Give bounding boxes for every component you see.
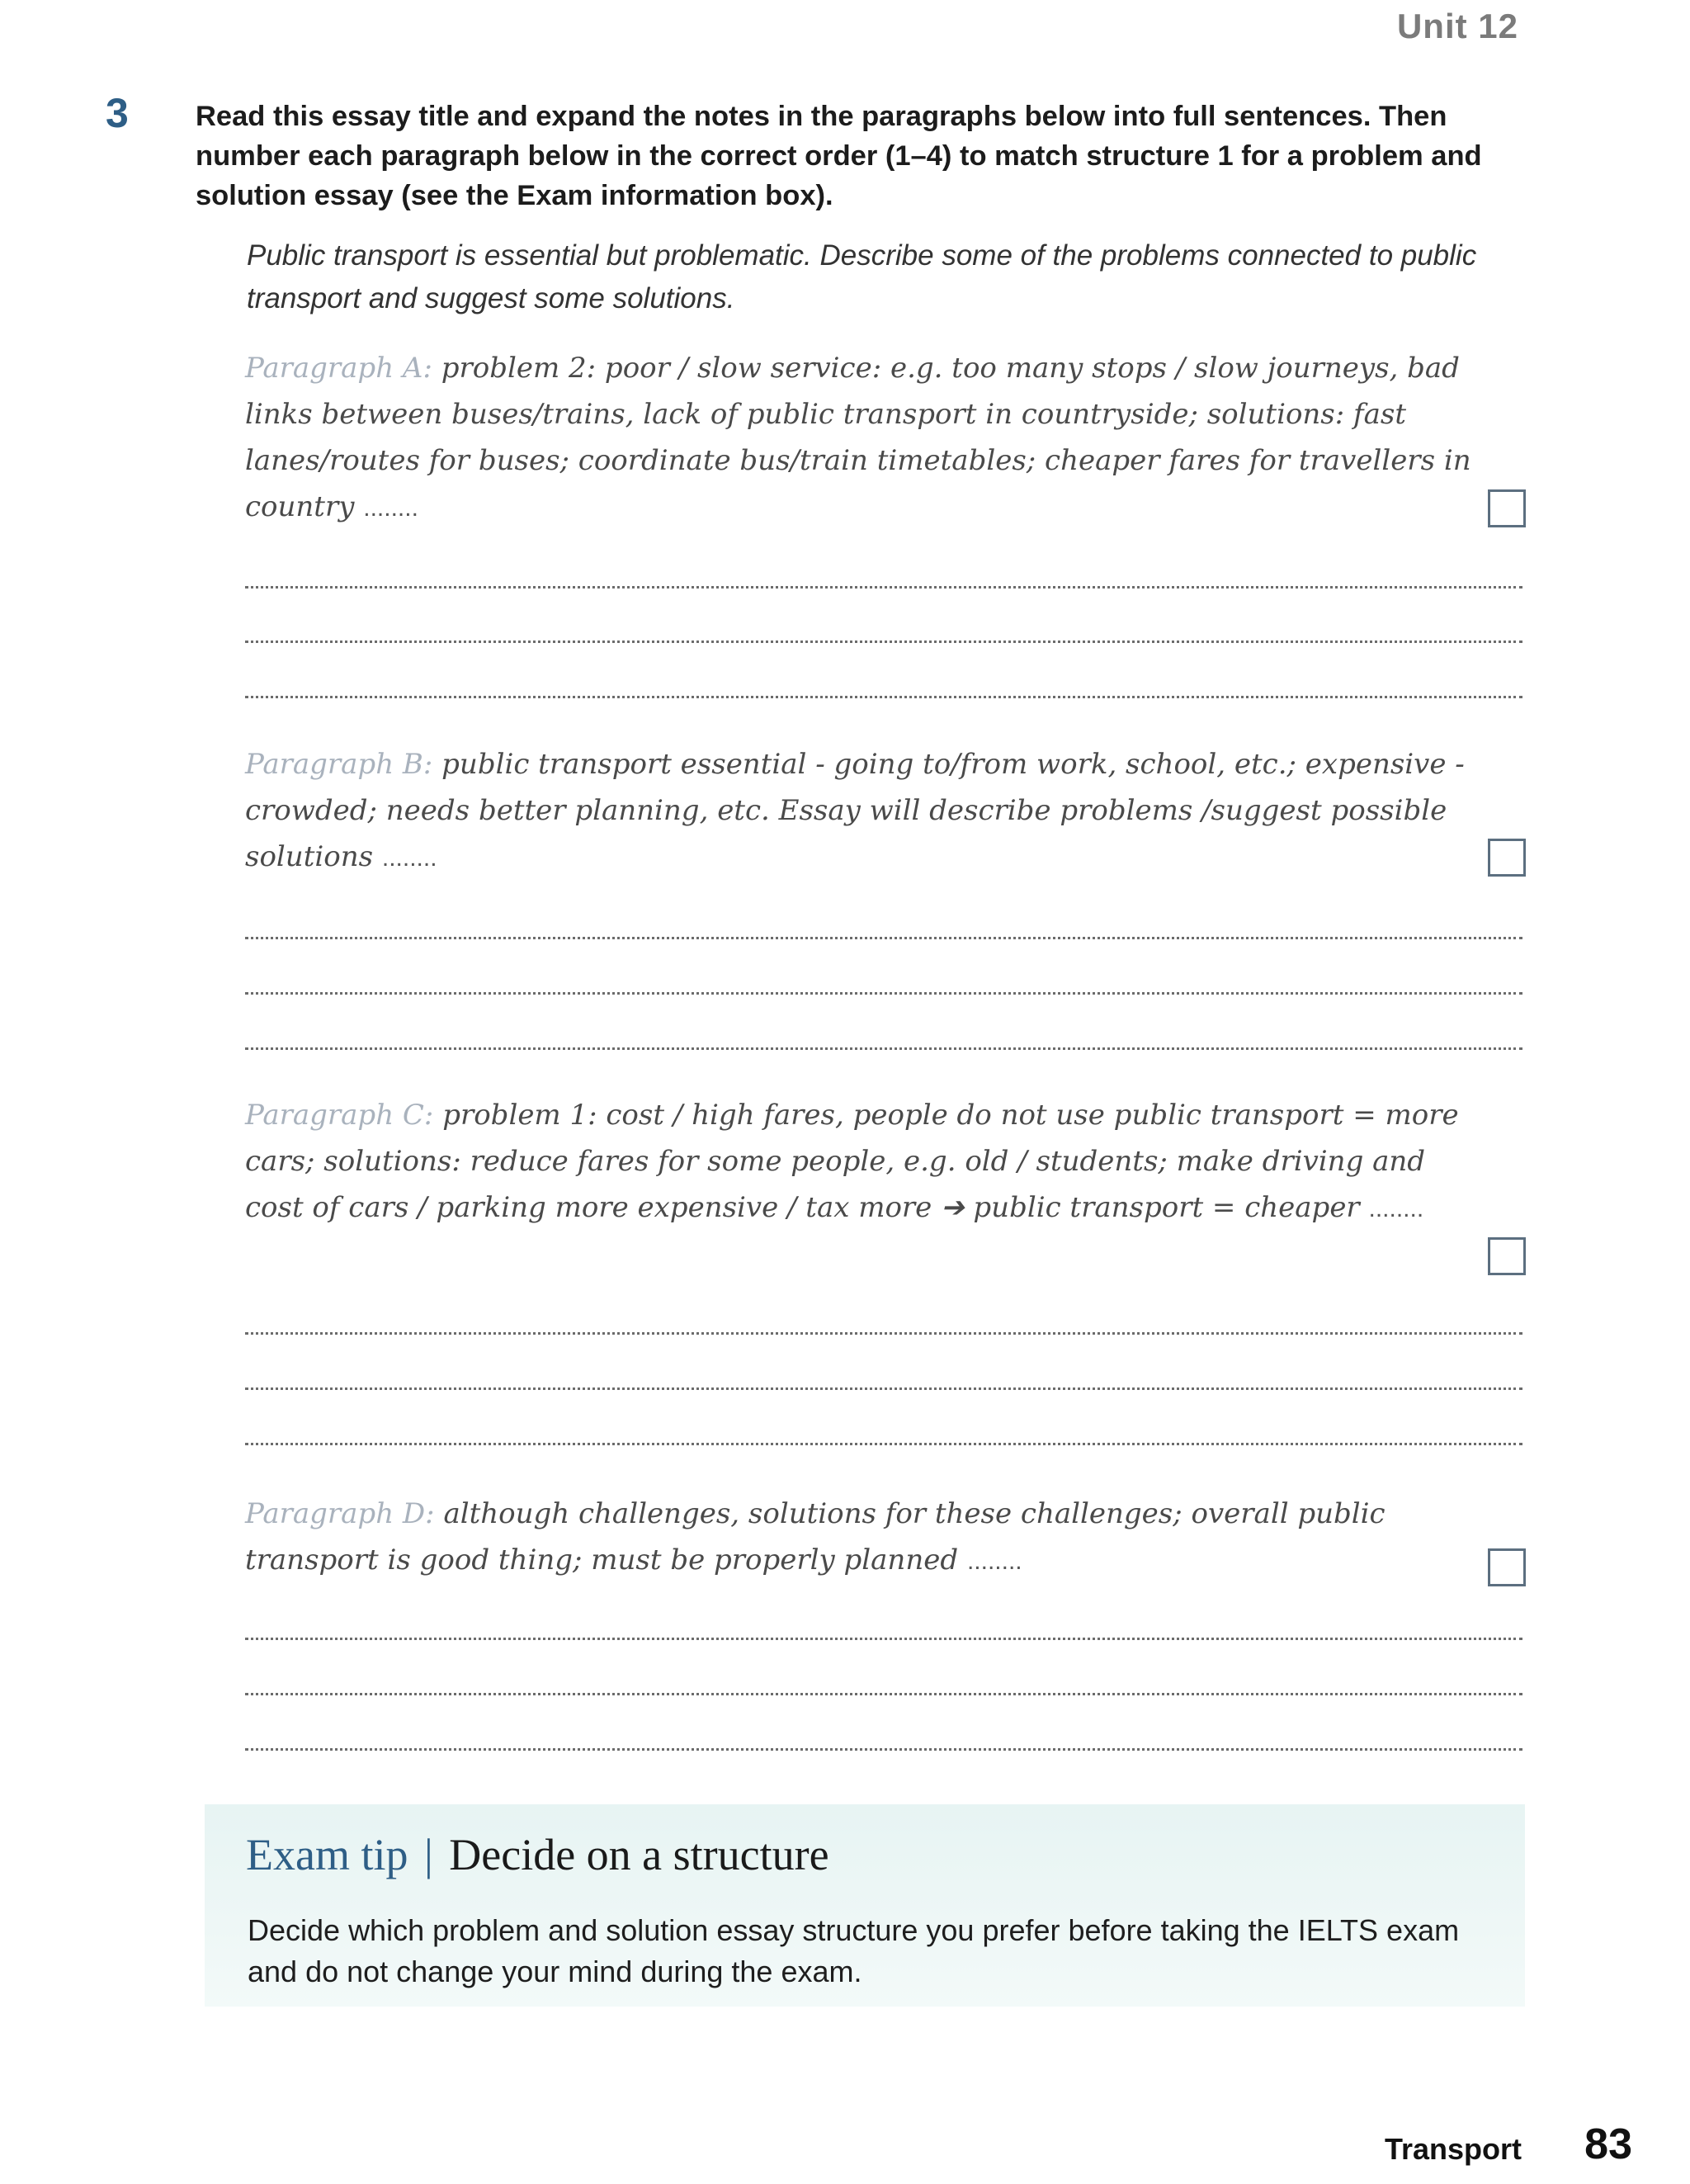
answer-line[interactable] xyxy=(245,586,1522,589)
answer-line[interactable] xyxy=(245,1748,1522,1751)
paragraph-label: Paragraph B: xyxy=(245,748,433,781)
exam-tip-text: Decide which problem and solution essay structure you prefer before taking the IELTS exam and do not change your mind during the exam. xyxy=(248,1913,1460,1988)
paragraph-label: Paragraph C: xyxy=(245,1099,434,1132)
exam-tip-heading xyxy=(246,1829,829,1880)
order-number-box[interactable] xyxy=(1488,839,1526,877)
exam-tip-label: Exam tip xyxy=(246,1830,408,1879)
essay-title: Public transport is essential but problematic. Describe some of the problems connected to public transport and suggest some solutions. xyxy=(247,239,1477,314)
answer-line[interactable] xyxy=(245,1387,1522,1390)
answer-line[interactable] xyxy=(245,1443,1522,1445)
paragraph-text: although challenges, solutions for these challenges; overall public transport is good thing; must be properly planned xyxy=(245,1497,1386,1577)
order-number-box[interactable] xyxy=(1488,1237,1526,1275)
answer-dots: ........ xyxy=(966,1548,1022,1575)
order-number-box[interactable] xyxy=(1488,1548,1526,1586)
paragraph-label: Paragraph D: xyxy=(245,1497,435,1530)
paragraph-notes xyxy=(245,345,1483,532)
page-number: 83 xyxy=(1584,2120,1632,2168)
paragraph-notes xyxy=(245,741,1483,882)
footer-section-title: Transport xyxy=(1384,2132,1522,2166)
answer-line[interactable] xyxy=(245,1638,1522,1640)
unit-label: Unit 12 xyxy=(1396,7,1518,45)
exam-tip-separator: | xyxy=(423,1830,433,1879)
paragraph-notes xyxy=(245,1092,1483,1232)
exam-tip-box xyxy=(205,1804,1525,2007)
answer-line[interactable] xyxy=(245,696,1522,698)
exercise-instructions: Read this essay title and expand the notes in the paragraphs below into full sentences. Then number each paragraph below in the correct order (1–4) to match structure 1 for a problem and solution essay (see the Exam information box). xyxy=(196,101,1482,211)
answer-line[interactable] xyxy=(245,992,1522,995)
paragraph-label: Paragraph A: xyxy=(245,352,432,385)
answer-dots: ........ xyxy=(363,494,418,522)
answer-line[interactable] xyxy=(245,1047,1522,1050)
answer-dots: ........ xyxy=(381,844,437,872)
exercise-number: 3 xyxy=(106,90,129,136)
answer-dots: ........ xyxy=(1368,1195,1424,1222)
paragraph-text: problem 2: poor / slow service: e.g. too many stops / slow journeys, bad links between buses/trains, lack of public transport in countryside; solutions: fast lanes/routes for buses; coordinate bus/train timetables; cheaper fares for travellers in country xyxy=(245,352,1471,523)
answer-line[interactable] xyxy=(245,937,1522,939)
answer-line[interactable] xyxy=(245,1693,1522,1695)
paragraph-text: public transport essential - going to/from work, school, etc.; expensive - crowded; needs better planning, etc. Essay will describe problems /suggest possible solutions xyxy=(245,748,1465,873)
exam-tip-title: Decide on a structure xyxy=(449,1830,829,1879)
paragraph-c xyxy=(245,1092,1520,1232)
order-number-box[interactable] xyxy=(1488,489,1526,527)
paragraph-text: problem 1: cost / high fares, people do not use public transport = more cars; solutions: reduce fares for some people, e.g. old / students; make driving and cost of cars / parking more expensive / tax more ➔ public transport = cheaper xyxy=(245,1099,1459,1224)
paragraph-notes xyxy=(245,1491,1483,1585)
paragraph-a xyxy=(245,345,1520,532)
answer-line[interactable] xyxy=(245,1332,1522,1335)
paragraph-d xyxy=(245,1491,1520,1585)
paragraph-b xyxy=(245,741,1520,882)
answer-line[interactable] xyxy=(245,641,1522,643)
